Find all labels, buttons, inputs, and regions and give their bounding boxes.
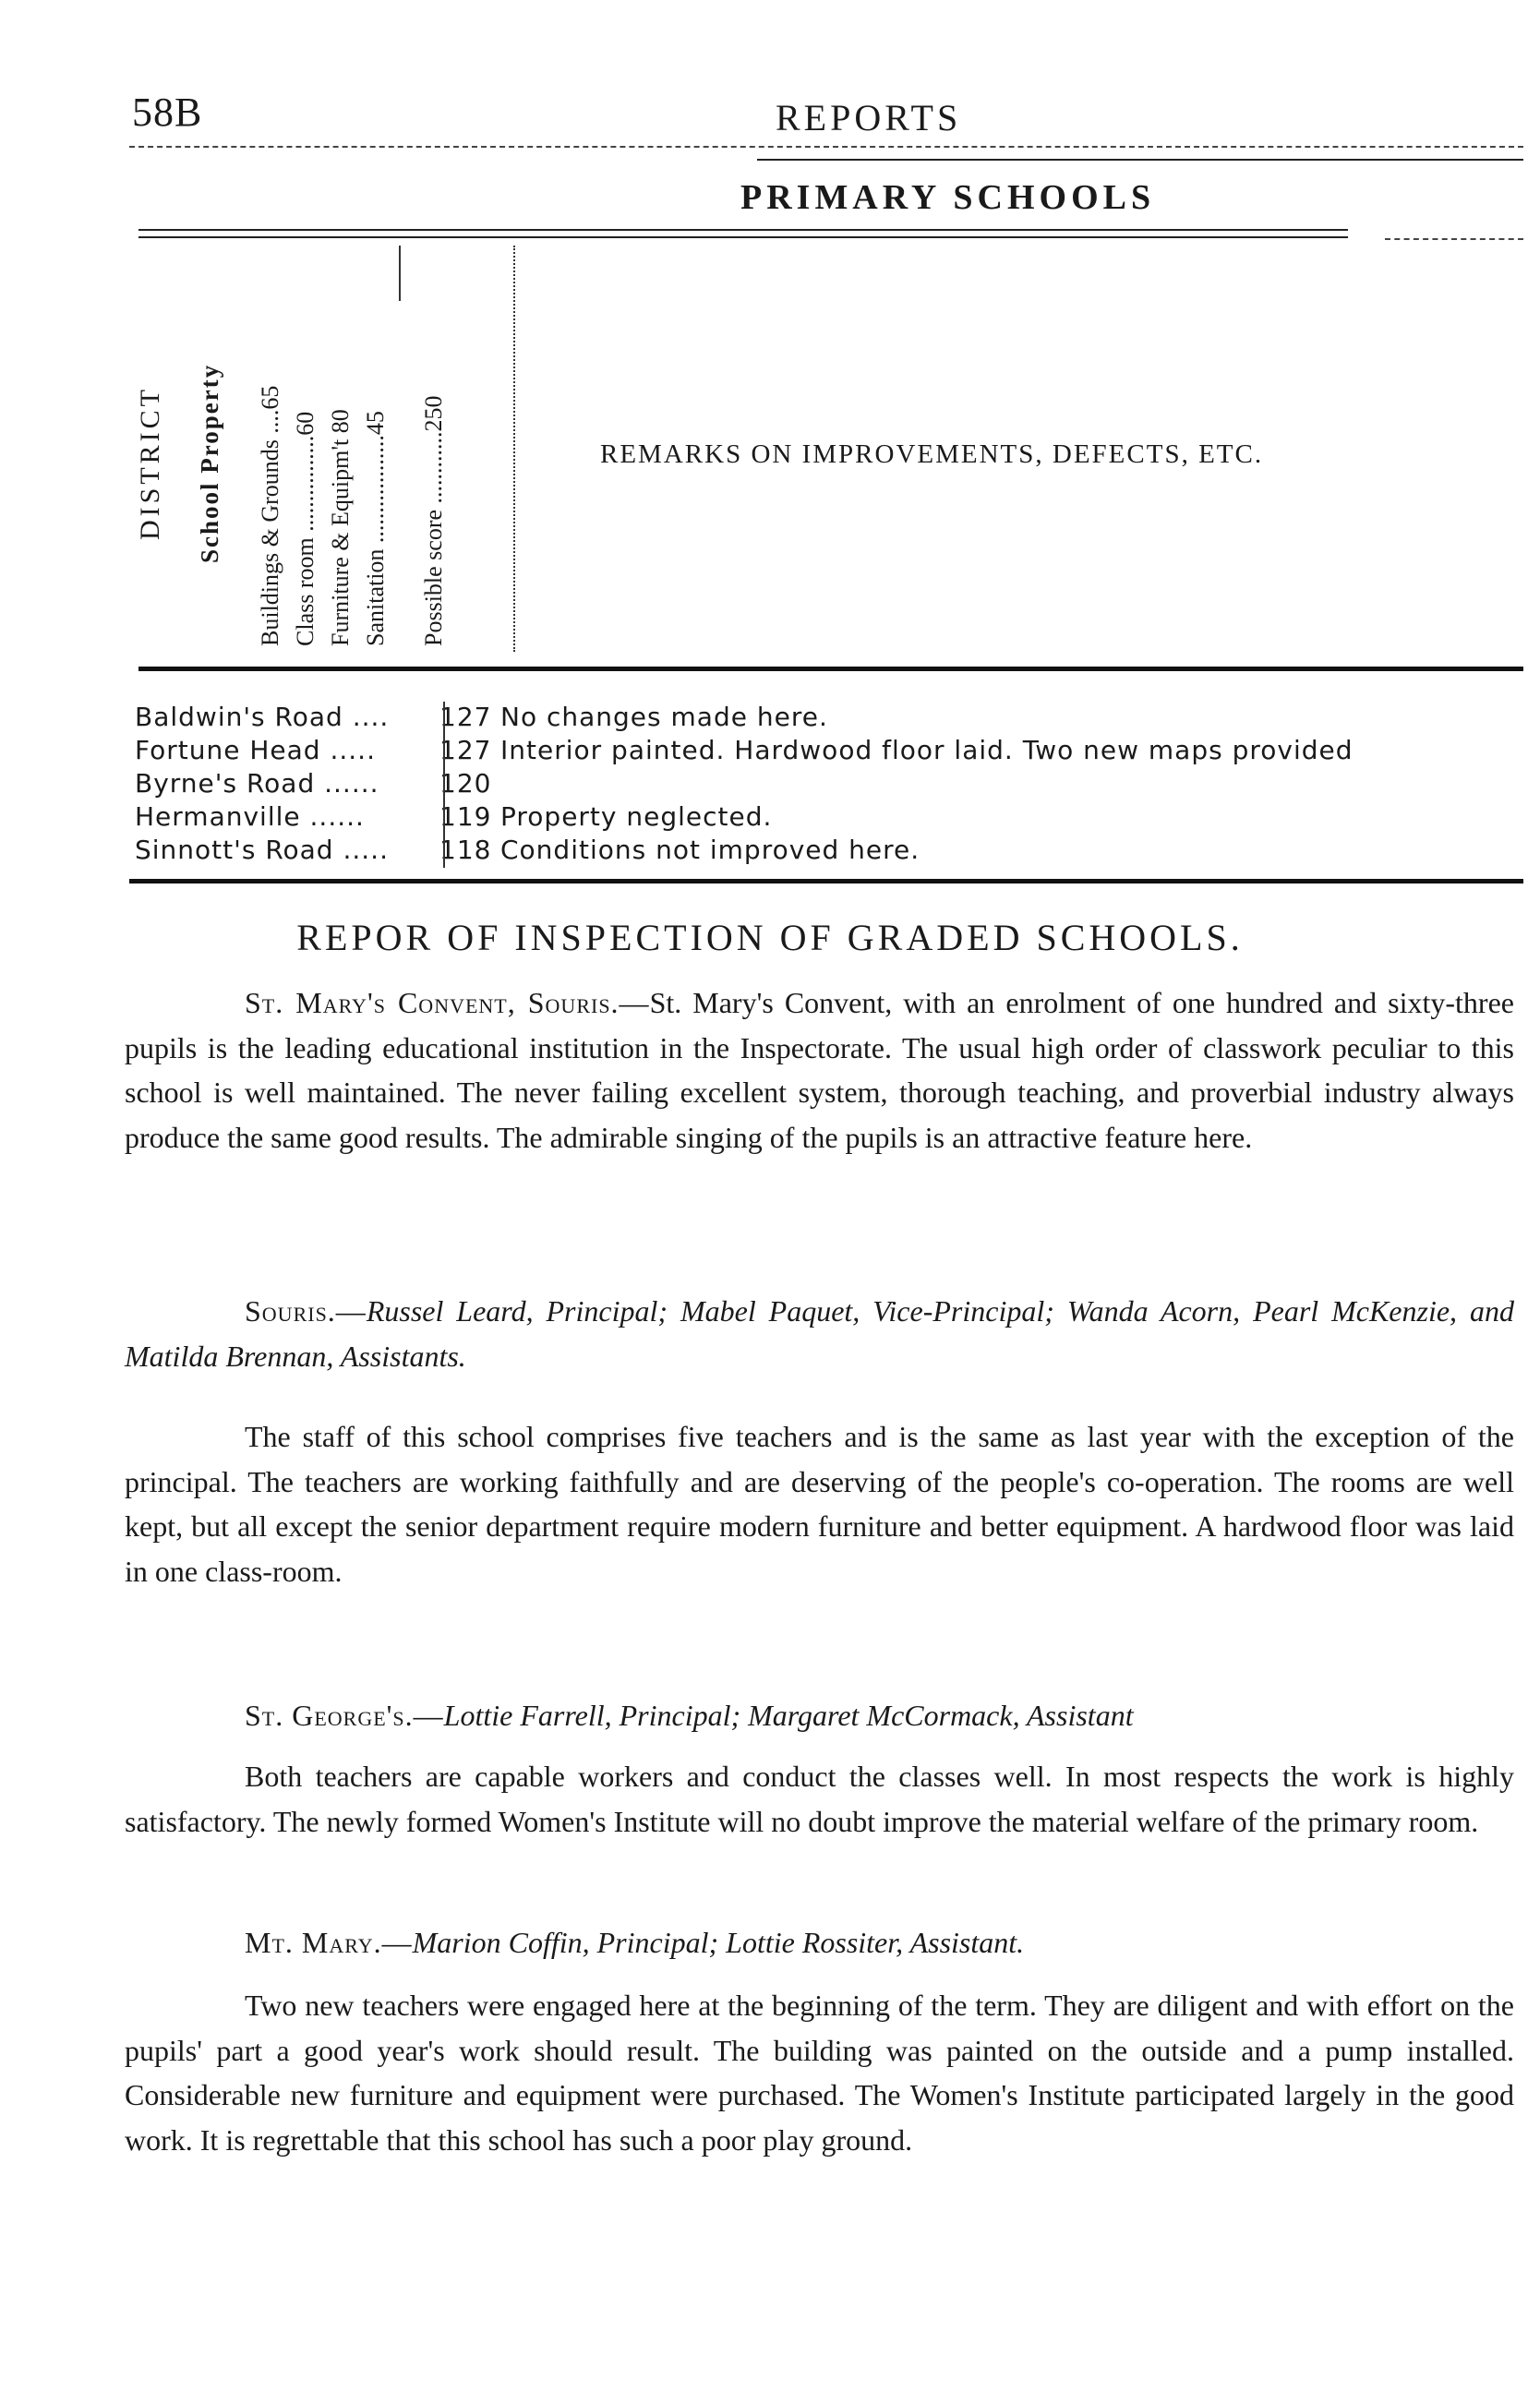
report-title: REPOR OF INSPECTION OF GRADED SCHOOLS.	[296, 917, 1244, 958]
row-remark: Interior painted. Hardwood floor laid. Two new maps provided	[500, 735, 1354, 765]
column-district: DISTRICT	[135, 386, 165, 540]
paragraph-text: Both teachers are capable workers and conduct the classes well. In most respects the work is highly satisfactory. The newly formed Women's Institute will no doubt improve the material welfare of the primary room.	[125, 1760, 1514, 1838]
staff-list: Marion Coffin, Principal; Lottie Rossiter, Assistant.	[412, 1926, 1025, 1959]
school-heading: Souris.—	[245, 1294, 367, 1328]
row-remark: No changes made here.	[500, 702, 828, 732]
section-title: PRIMARY SCHOOLS	[740, 178, 1156, 217]
table-row	[135, 735, 1354, 765]
column-remarks: REMARKS ON IMPROVEMENTS, DEFECTS, ETC.	[600, 439, 1264, 469]
table-row	[135, 768, 500, 799]
staff-list: Russel Leard, Principal; Mabel Paquet, Vice-Principal; Wanda Acorn, Pearl McKenzie, and Matilda Brennan, Assistants.	[125, 1294, 1514, 1373]
table-row	[135, 801, 772, 832]
row-score: 120	[439, 768, 492, 799]
page-number: 58B	[132, 90, 203, 135]
row-district: Byrne's Road ......	[135, 768, 379, 799]
remarks-separator	[513, 246, 515, 652]
report-paragraph	[125, 1920, 1514, 1965]
school-heading: Mt. Mary.—	[245, 1926, 413, 1959]
column-item-furniture: Furniture & Equipm't 80	[327, 409, 354, 646]
row-score: 119	[439, 801, 492, 832]
column-item-classroom: Class room ................60	[292, 411, 319, 646]
table-row	[135, 835, 920, 865]
column-item-buildings: Buildings & Grounds ....65	[257, 385, 283, 646]
report-paragraph	[125, 1754, 1514, 1844]
school-heading: St. George's.—	[245, 1699, 444, 1732]
table-top-rule-2	[138, 236, 1348, 238]
report-paragraph	[125, 1414, 1514, 1593]
paragraph-text: Two new teachers were engaged here at the beginning of the term. They are diligent and with effort on the pupils' part a good year's work should result. The building was painted on the outside and a pump installed. Considerable new furniture and equipment were purchased. The Women's Institute participated largely in the good work. It is regrettable that this school has such a poor play ground.	[125, 1989, 1514, 2157]
table-row	[135, 702, 828, 732]
report-paragraph	[125, 1693, 1514, 1738]
table-top-rule	[138, 229, 1348, 231]
table-header-rule	[138, 667, 1523, 671]
header-rule	[129, 146, 1523, 148]
row-district: Hermanville ......	[135, 801, 365, 832]
score-separator	[399, 246, 401, 301]
column-possible-score: Possible score ............250	[420, 395, 447, 646]
report-paragraph	[125, 1983, 1514, 2162]
row-score: 127	[439, 735, 492, 765]
row-score: 118	[439, 835, 492, 865]
row-district: Sinnott's Road .....	[135, 835, 389, 865]
row-remark: Conditions not improved here.	[500, 835, 920, 865]
report-paragraph	[125, 980, 1514, 1160]
table-top-rule-3	[1385, 238, 1523, 240]
school-heading: St. Mary's Convent, Souris.—	[245, 986, 650, 1019]
row-score: 127	[439, 702, 492, 732]
staff-list: Lottie Farrell, Principal; Margaret McCormack, Assistant	[443, 1699, 1134, 1732]
score-column-rule	[443, 702, 445, 868]
running-title: REPORTS	[776, 97, 962, 138]
column-school-property: School Property	[196, 363, 223, 563]
column-item-sanitation: Sanitation ..................45	[362, 411, 389, 646]
paragraph-text: St. Mary's Convent, with an enrolment of one hundred and sixty-three pupils is the leading educational institution in the Inspectorate. The usual high order of classwork peculiar to this school is well maintained. The never failing excellent system, thorough teaching, and proverbial industry always produce the same good results. The admirable singing of the pupils is an attractive feature here.	[125, 986, 1514, 1154]
row-remark: Property neglected.	[500, 801, 773, 832]
header-rule-2	[757, 159, 1523, 161]
table-bottom-rule	[129, 879, 1523, 883]
paragraph-text: The staff of this school comprises five teachers and is the same as last year with the exception of the principal. The teachers are working faithfully and are deserving of the people's co-operation. The rooms are well kept, but all except the senior department require modern furniture and better equipment. A hardwood floor was laid in one class-room.	[125, 1420, 1514, 1588]
report-paragraph	[125, 1289, 1514, 1378]
row-district: Fortune Head .....	[135, 735, 376, 765]
row-district: Baldwin's Road ....	[135, 702, 390, 732]
